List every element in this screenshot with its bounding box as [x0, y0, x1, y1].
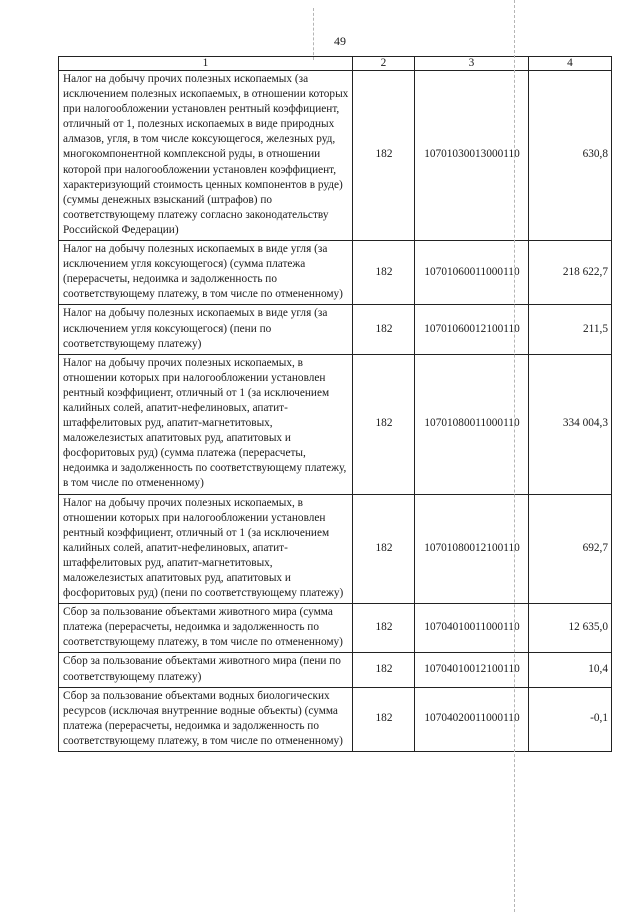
amount: 334 004,3 [529, 354, 612, 494]
admin-code: 182 [353, 494, 415, 604]
table-row [59, 71, 612, 241]
amount: 630,8 [529, 71, 612, 241]
table-row [59, 653, 612, 687]
revenue-name: Налог на добычу прочих полезных ископаемых, в отношении которых при налогообложении установлен рентный коэффициент, отличный от 1 (за исключением калийных солей, апатит-нефелиновых, апатит-штаффелитовых руд, апатит-магнетитовых, маложелезистых апатитовых руд, апатитовых и фосфоритовых руд) (пени по соответствующему платежу) [59, 494, 353, 604]
classification-code: 10701060011000110 [415, 241, 529, 305]
column-header-3: 3 [415, 57, 529, 71]
table-row [59, 241, 612, 305]
column-header-1: 1 [59, 57, 353, 71]
admin-code: 182 [353, 241, 415, 305]
classification-code: 10701030013000110 [415, 71, 529, 241]
amount: 10,4 [529, 653, 612, 687]
classification-code: 10701080012100110 [415, 494, 529, 604]
amount: 692,7 [529, 494, 612, 604]
admin-code: 182 [353, 653, 415, 687]
classification-code: 10704010011000110 [415, 604, 529, 653]
revenue-name: Налог на добычу полезных ископаемых в виде угля (за исключением угля коксующегося) (сумма платежа (перерасчеты, недоимка и задолженность по соответствующему платежу, в том числе по отмененному) [59, 241, 353, 305]
admin-code: 182 [353, 305, 415, 354]
revenue-name: Сбор за пользование объектами животного мира (пени по соответствующему платежу) [59, 653, 353, 687]
revenue-name: Налог на добычу прочих полезных ископаемых (за исключением полезных ископаемых, в отношении которых при налогообложении установлен рентный коэффициент, отличный от 1, полезных ископаемых в виде природных алмазов, угля, в том числе коксующегося, железных руд, многокомпонентной комплексной руды, в отношении которой при налогообложении установлен коэффициент, характеризующий стоимость ценных компонентов в руде) (суммы денежных взысканий (штрафов) по соответствующему платежу согласно законодательству Российской Федерации) [59, 71, 353, 241]
classification-code: 10701060012100110 [415, 305, 529, 354]
admin-code: 182 [353, 71, 415, 241]
amount: 12 635,0 [529, 604, 612, 653]
amount: 218 622,7 [529, 241, 612, 305]
revenue-table [58, 56, 612, 752]
amount: -0,1 [529, 687, 612, 751]
revenue-name: Сбор за пользование объектами животного мира (сумма платежа (перерасчеты, недоимка и задолженность по соответствующему платежу, в том числе по отмененному) [59, 604, 353, 653]
column-header-4: 4 [529, 57, 612, 71]
revenue-name: Налог на добычу прочих полезных ископаемых, в отношении которых при налогообложении установлен рентный коэффициент, отличный от 1 (за исключением калийных солей, апатит-нефелиновых, апатит-штаффелитовых руд, апатит-магнетитовых, маложелезистых апатитовых руд, апатитовых и фосфоритовых руд) (сумма платежа (перерасчеты, недоимка и задолженность по соответствующему платежу, в том числе по отмененному) [59, 354, 353, 494]
admin-code: 182 [353, 604, 415, 653]
column-header-2: 2 [353, 57, 415, 71]
classification-code: 10704020011000110 [415, 687, 529, 751]
table-row [59, 354, 612, 494]
classification-code: 10701080011000110 [415, 354, 529, 494]
table-row [59, 305, 612, 354]
classification-code: 10704010012100110 [415, 653, 529, 687]
table-row [59, 604, 612, 653]
revenue-name: Сбор за пользование объектами водных биологических ресурсов (исключая внутренние водные объекты) (сумма платежа (перерасчеты, недоимка и задолженность по соответствующему платежу, в том числе по отмененному) [59, 687, 353, 751]
admin-code: 182 [353, 354, 415, 494]
table-row [59, 494, 612, 604]
table-header-row [59, 57, 612, 71]
amount: 211,5 [529, 305, 612, 354]
admin-code: 182 [353, 687, 415, 751]
page-number: 49 [334, 34, 346, 48]
scan-artifact-line [514, 0, 516, 912]
revenue-name: Налог на добычу полезных ископаемых в виде угля (за исключением угля коксующегося) (пени по соответствующему платежу) [59, 305, 353, 354]
scan-artifact-line [313, 8, 315, 60]
table-row [59, 687, 612, 751]
